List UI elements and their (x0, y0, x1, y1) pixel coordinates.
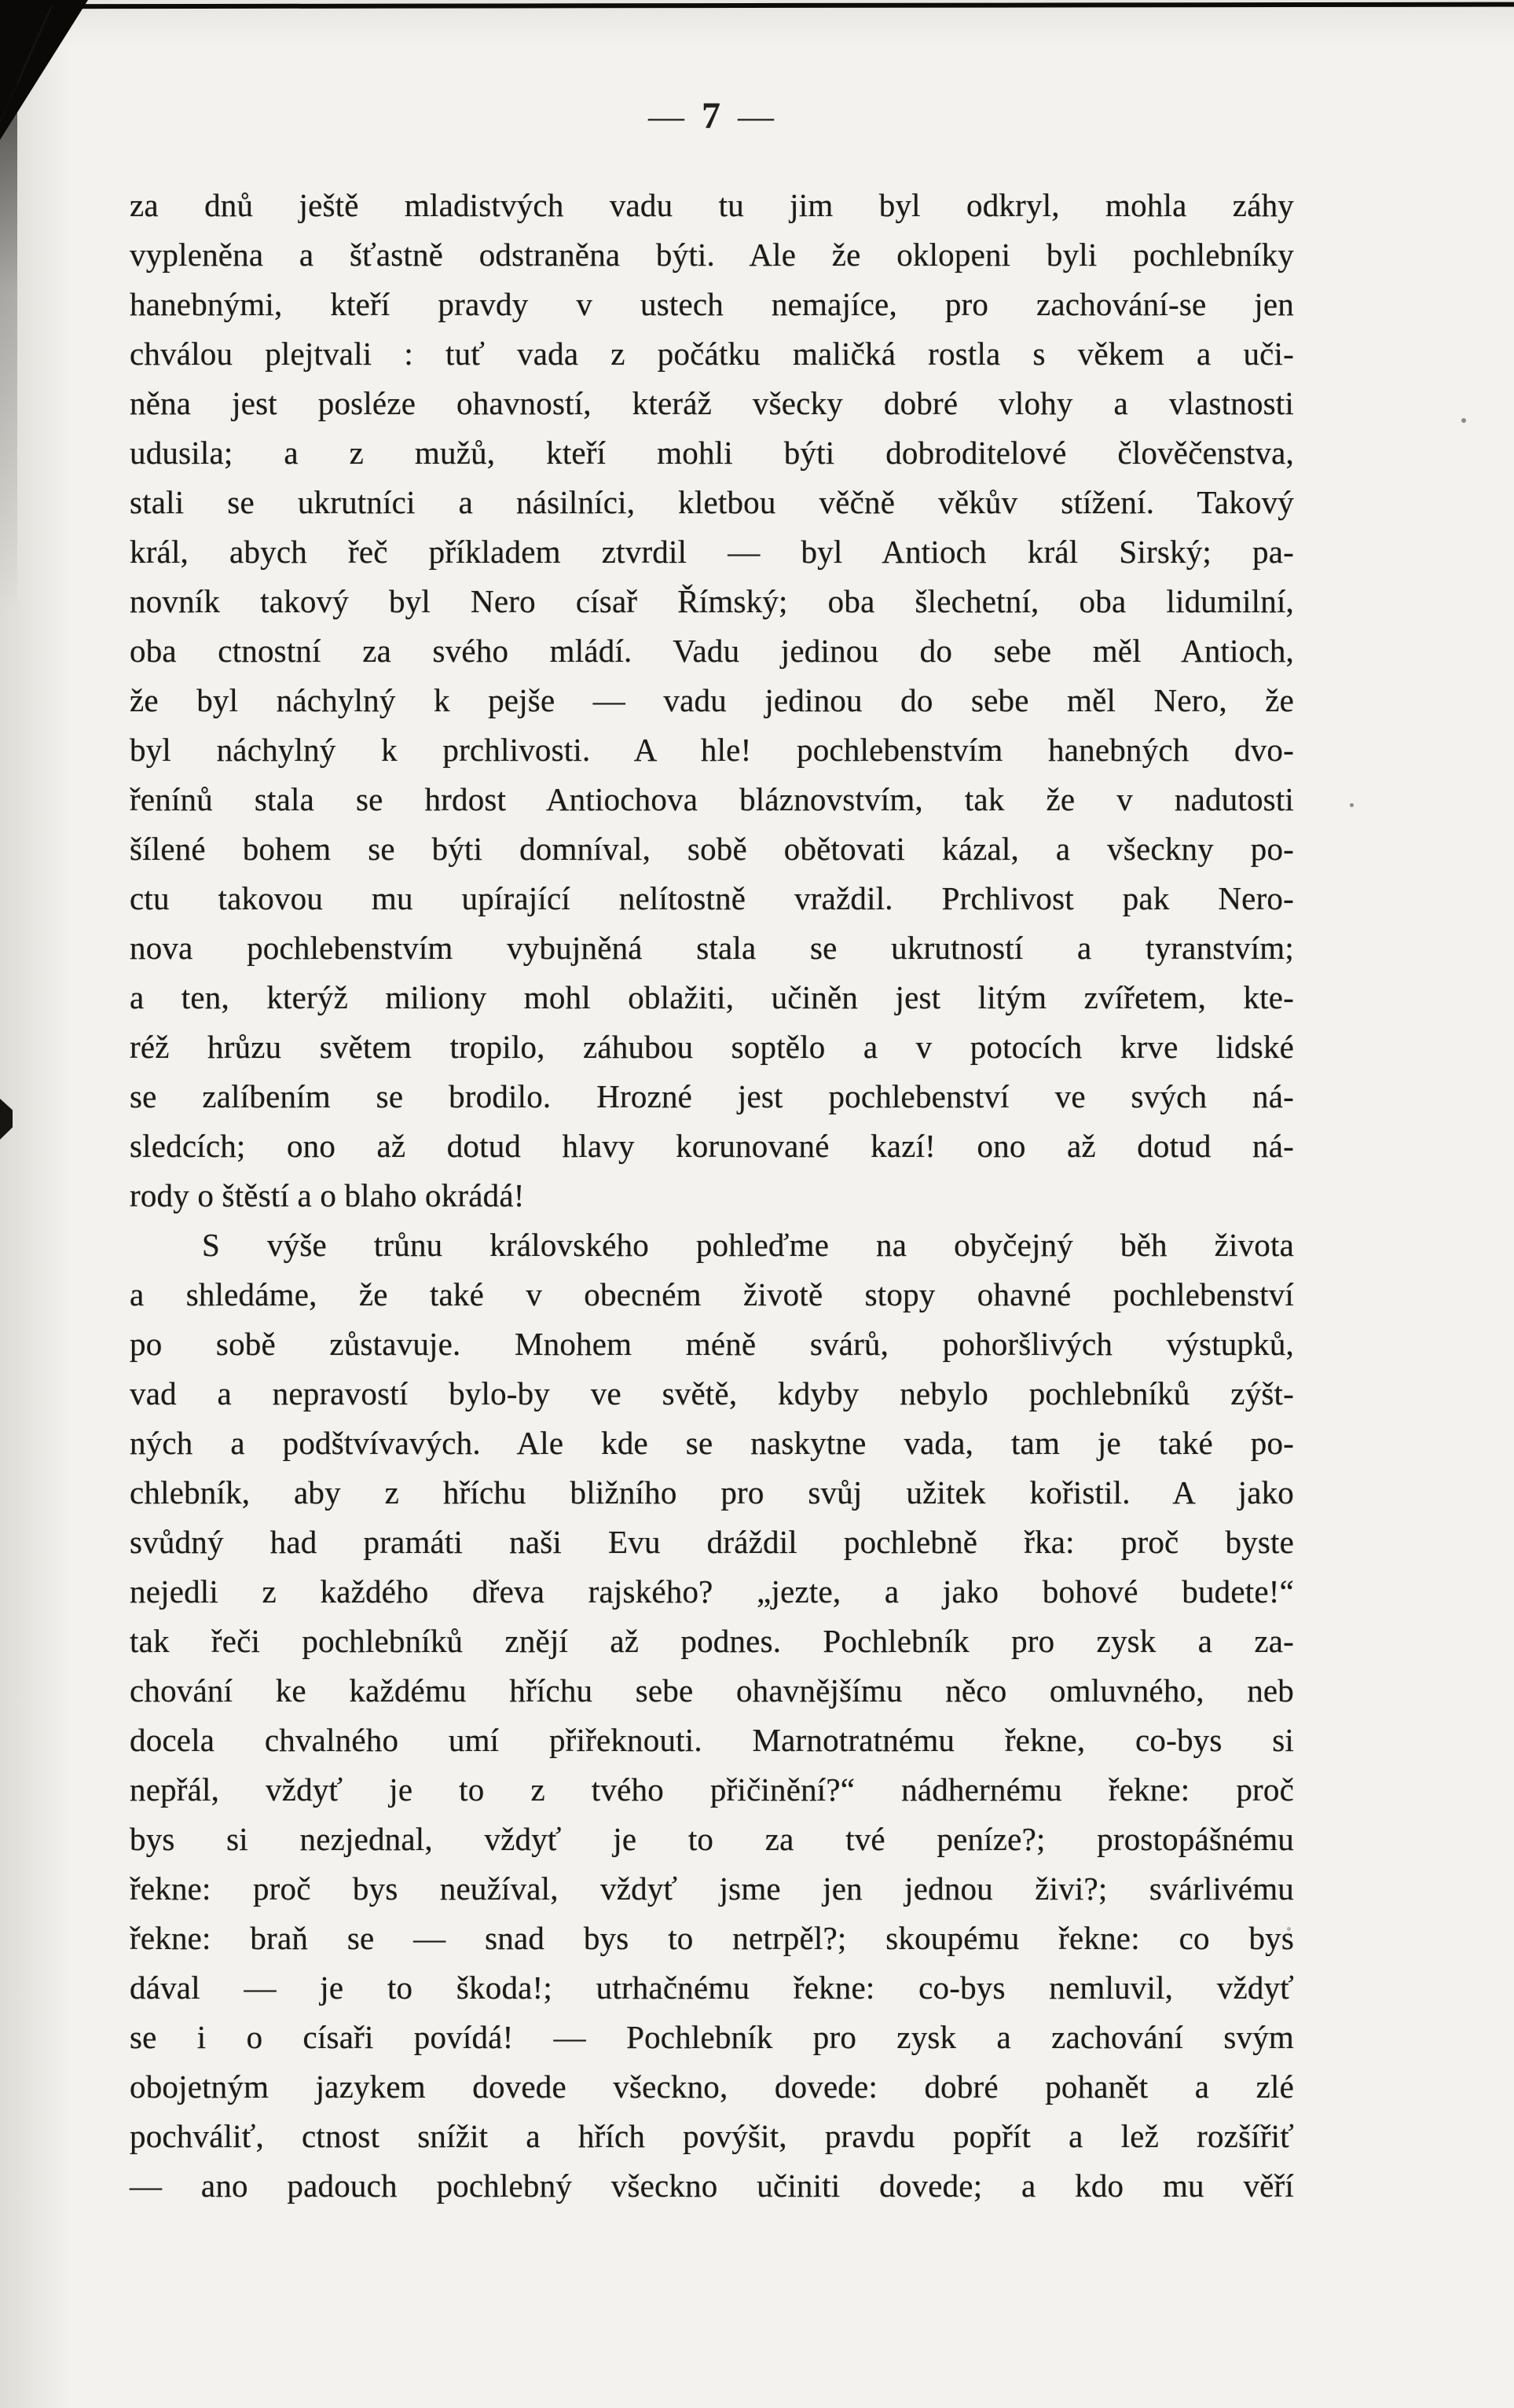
text-line: šílené bohem se býti domníval, sobě obětovati kázal, a všeckny po- (130, 831, 1294, 867)
text-line: — ano padouch pochlebný všeckno učiniti dovede; a kdo mu věří (130, 2168, 1294, 2204)
text-line: chválou plejtvali : tuť vada z počátku maličká rostla s věkem a uči- (130, 336, 1294, 372)
text-line: ných a podštvívavých. Ale kde se naskytne vada, tam je také po- (130, 1425, 1294, 1461)
text-line: hanebnými, kteří pravdy v ustech nemajíce, pro zachování-se jen (130, 286, 1294, 322)
text-line: sledcích; ono až dotud hlavy korunované kazí! ono až dotud ná- (130, 1128, 1294, 1164)
text-line: nepřál, vždyť je to z tvého přičinění?“ nádhernému řekne: proč (130, 1771, 1294, 1808)
paragraph (130, 1221, 1294, 2211)
text-line: chování ke každému hříchu sebe ohavnějšímu něco omluvného, neb (130, 1672, 1294, 1709)
text-line: že byl náchylný k pejše — vadu jedinou do sebe měl Nero, že (130, 682, 1294, 718)
text-line: ctu takovou mu upírající nelítostně vraždil. Prchlivost pak Nero- (130, 880, 1294, 916)
text-line: rody o štěstí a o blaho okrádá! (130, 1177, 525, 1213)
header-dash-right: — (738, 96, 775, 136)
text-line: řenínů stala se hrdost Antiochova bláznovstvím, tak že v nadutosti (130, 781, 1294, 817)
body-text (130, 181, 1294, 2211)
text-line: řekne: braň se — snad bys to netrpěl?; skoupému řekne: co bys (130, 1920, 1294, 1956)
text-line: pochváliť, ctnost snížit a hřích povýšit, pravdu popřít a lež rozšířiť (130, 2118, 1294, 2154)
text-line: obojetným jazykem dovede všeckno, dovede: dobré pohanět a zlé (130, 2068, 1294, 2105)
scan-speck (1461, 418, 1466, 423)
text-line: nova pochlebenstvím vybujněná stala se ukrutností a tyranstvím; (130, 930, 1294, 966)
text-line: novník takový byl Nero císař Římský; oba šlechetní, oba lidumilní, (130, 583, 1294, 619)
page-number: 7 (702, 95, 722, 137)
text-line: udusila; a z mužů, kteří mohli býti dobroditelové člověčenstva, (130, 435, 1294, 471)
text-line: král, abych řeč příkladem ztvrdil — byl Antioch král Sirský; pa- (130, 534, 1294, 570)
text-line: za dnů ještě mladistvých vadu tu jim byl odkryl, mohla záhy (130, 187, 1294, 223)
text-line: bys si nezjednal, vždyť je to za tvé peníze?; prostopášnému (130, 1821, 1294, 1857)
scan-binding-shadow (0, 0, 17, 644)
text-line: tak řeči pochlebníků znějí až podnes. Pochlebník pro zysk a za- (130, 1623, 1294, 1659)
text-line: nejedli z každého dřeva rajského? „jezte, a jako bohové budete!“ (130, 1573, 1294, 1610)
text-line: chlebník, aby z hříchu bližního pro svůj užitek kořistil. A jako (130, 1474, 1294, 1511)
scan-speck (1350, 803, 1354, 807)
page-header (130, 96, 1294, 137)
text-line: řekne: proč bys neužíval, vždyť jsme jen jednou živi?; svárlivému (130, 1870, 1294, 1907)
text-line: vypleněna a šťastně odstraněna býti. Ale že oklopeni byli pochlebníky (130, 237, 1294, 273)
text-line: vad a nepravostí bylo-by ve světě, kdyby nebylo pochlebníků zýšt- (130, 1375, 1294, 1411)
text-line: po sobě zůstavuje. Mnohem méně svárů, pohoršlivých výstupků, (130, 1326, 1294, 1362)
scan-left-edge-mark (0, 1099, 13, 1140)
text-line: byl náchylný k prchlivosti. A hle! pochlebenstvím hanebných dvo- (130, 732, 1294, 768)
text-line: a shledáme, že také v obecném životě stopy ohavné pochlebenství (130, 1276, 1294, 1312)
text-line: S výše trůnu královského pohleďme na obyčejný běh života (202, 1227, 1294, 1263)
header-dash-left: — (648, 96, 686, 136)
text-line: a ten, kterýž miliony mohl oblažiti, učiněn jest litým zvířetem, kte- (130, 979, 1294, 1015)
text-line: dával — je to škoda!; utrhačnému řekne: co-bys nemluvil, vždyť (130, 1969, 1294, 2006)
paragraph (130, 181, 1294, 1221)
text-line: něna jest posléze ohavností, kteráž všecky dobré vlohy a vlastnosti (130, 385, 1294, 421)
text-line: docela chvalného umí přiřeknouti. Marnotratnému řekne, co-bys si (130, 1722, 1294, 1758)
text-line: se i o císaři povídá! — Pochlebník pro zysk a zachování svým (130, 2019, 1294, 2055)
text-line: oba ctnostní za svého mládí. Vadu jedinou do sebe měl Antioch, (130, 633, 1294, 669)
text-line: se zalíbením se brodilo. Hrozné jest pochlebenství ve svých ná- (130, 1078, 1294, 1114)
text-line: svůdný had pramáti naši Evu dráždil pochlebně řka: proč byste (130, 1524, 1294, 1560)
text-line: réž hrůzu světem tropilo, záhubou soptělo a v potocích krve lidské (130, 1029, 1294, 1065)
page-content (130, 0, 1294, 2211)
text-line: stali se ukrutníci a násilníci, kletbou věčně věkův stížení. Takový (130, 484, 1294, 520)
